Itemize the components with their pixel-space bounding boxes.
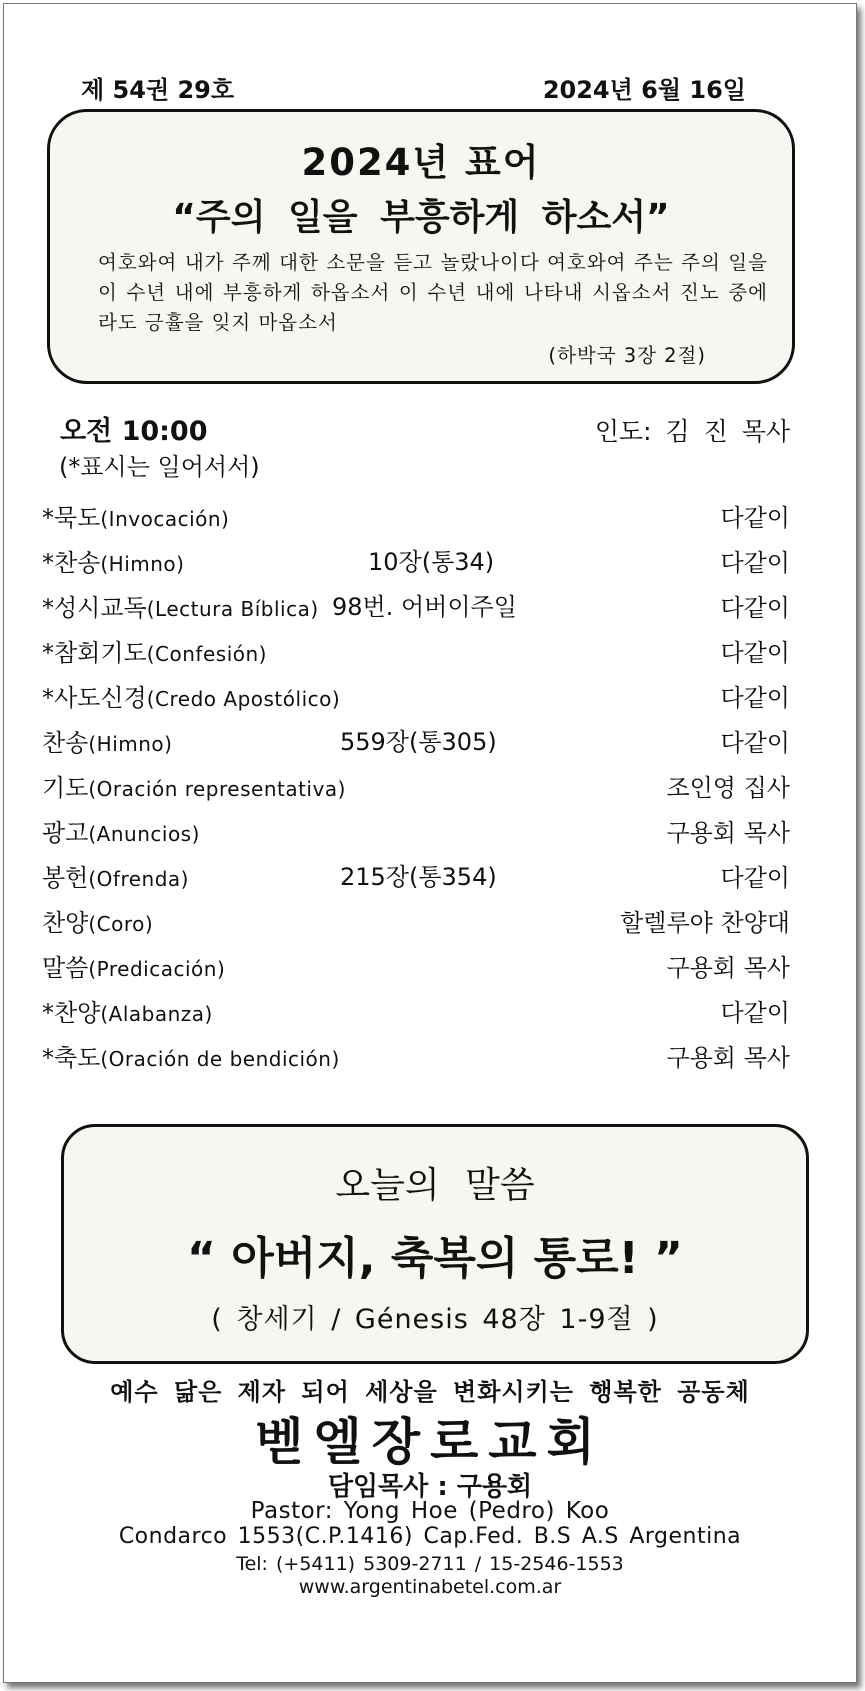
- worship-item-name: [42, 723, 172, 758]
- worship-item-leader: 다같이: [720, 549, 790, 577]
- worship-item-leader: 다같이: [720, 729, 790, 757]
- worship-item: [42, 858, 790, 898]
- worship-item-name: [42, 813, 200, 848]
- worship-item-korean: 찬송: [42, 729, 89, 757]
- worship-item-spanish: (Himno): [100, 552, 185, 576]
- worship-item-name: [42, 588, 319, 623]
- worship-item-hymn: 559장(통305): [340, 728, 497, 756]
- worship-item-korean: *축도: [42, 1044, 101, 1072]
- worship-item-korean: 말씀: [42, 954, 89, 982]
- worship-item-korean: 찬양: [42, 909, 89, 937]
- worship-item-spanish: (Credo Apostólico): [146, 687, 341, 711]
- church-phone: Tel: (+5411) 5309-2711 / 15-2546-1553: [236, 1553, 624, 1575]
- worship-item-leader: 다같이: [720, 639, 790, 667]
- worship-item: [42, 543, 790, 583]
- sermon-reference: ( 창세기 / Génesis 48장 1-9절 ): [211, 1304, 659, 1335]
- sermon-heading: 오늘의 말씀: [335, 1165, 535, 1206]
- worship-item-korean: *성시교독: [42, 594, 147, 622]
- worship-item-spanish: (Himno): [88, 732, 173, 756]
- worship-item-leader: 할렐루야 찬양대: [620, 909, 790, 937]
- worship-item-leader: 다같이: [720, 864, 790, 892]
- worship-item-leader: 구용회 목사: [666, 954, 790, 982]
- worship-item-korean: *사도신경: [42, 684, 147, 712]
- sermon-title: “ 아버지, 축복의 통로! ”: [187, 1233, 683, 1284]
- worship-item-spanish: (Confesión): [146, 642, 267, 666]
- service-leader: 인도: 김 진 목사: [594, 417, 790, 446]
- worship-item-leader: 다같이: [720, 504, 790, 532]
- church-website[interactable]: www.argentinabetel.com.ar: [298, 1576, 562, 1598]
- motto-slogan: “주의 일을 부흥하게 하소서”: [172, 197, 670, 238]
- worship-item-name: [42, 948, 225, 983]
- worship-item: [42, 768, 790, 808]
- bulletin-date: 2024년 6월 16일: [542, 76, 746, 104]
- worship-item-hymn: 98번. 어버이주일: [332, 593, 517, 621]
- worship-item-name: [42, 768, 346, 803]
- worship-item: [42, 993, 790, 1033]
- worship-item-name: [42, 543, 184, 578]
- senior-pastor: 담임목사 : 구용회: [327, 1472, 533, 1502]
- worship-item: [42, 588, 790, 628]
- worship-item-korean: *찬송: [42, 549, 101, 577]
- worship-item-spanish: (Predicación): [88, 957, 226, 981]
- worship-item-leader: 구용회 목사: [666, 819, 790, 847]
- worship-item-spanish: (Lectura Bíblica): [146, 597, 319, 621]
- volume-number: 제 54권 29호: [81, 76, 235, 104]
- worship-item-name: [42, 1038, 340, 1073]
- worship-item-leader: 다같이: [720, 684, 790, 712]
- worship-item-korean: 기도: [42, 774, 89, 802]
- worship-item-spanish: (Anuncios): [88, 822, 200, 846]
- worship-item-korean: *참회기도: [42, 639, 147, 667]
- worship-item-leader: 조인영 집사: [666, 774, 790, 802]
- worship-item-name: [42, 498, 229, 533]
- bulletin-page: [3, 3, 857, 1683]
- worship-item-name: [42, 633, 267, 668]
- worship-item-spanish: (Oración representativa): [88, 777, 346, 801]
- motto-box: [47, 109, 795, 384]
- worship-item-spanish: (Oración de bendición): [100, 1047, 340, 1071]
- motto-verse: 여호와여 내가 주께 대한 소문을 듣고 놀랐나이다 여호와여 주는 주의 일을 이 수년 내에 부흥하게 하옵소서 이 수년 내에 나타내 시옵소서 진노 중에라도 긍휼을 잊지 마옵소서: [98, 251, 768, 334]
- worship-item-spanish: (Alabanza): [100, 1002, 213, 1026]
- worship-item-leader: 다같이: [720, 999, 790, 1027]
- church-address: Condarco 1553(C.P.1416) Cap.Fed. B.S A.S Argentina: [118, 1524, 742, 1549]
- motto-reference: (하박국 3장 2절): [548, 344, 706, 367]
- worship-item: [42, 633, 790, 673]
- worship-item-hymn: 10장(통34): [368, 548, 495, 576]
- worship-item-korean: 광고: [42, 819, 89, 847]
- worship-item-leader: 다같이: [720, 594, 790, 622]
- worship-item-name: [42, 858, 189, 893]
- worship-item-korean: *묵도: [42, 504, 101, 532]
- worship-item-korean: *찬양: [42, 999, 101, 1027]
- worship-item: [42, 1038, 790, 1078]
- worship-item-hymn: 215장(통354): [340, 863, 497, 891]
- worship-item: [42, 678, 790, 718]
- sermon-box: [61, 1124, 809, 1364]
- worship-item: [42, 723, 790, 763]
- worship-item-leader: 구용회 목사: [666, 1044, 790, 1072]
- church-name: 벧엘장로교회: [255, 1413, 605, 1471]
- worship-item-spanish: (Invocación): [100, 507, 230, 531]
- motto-title: 2024년 표어: [301, 141, 541, 184]
- church-slogan: 예수 닮은 제자 되어 세상을 변화시키는 행복한 공동체: [110, 1378, 750, 1406]
- worship-item-name: [42, 993, 213, 1028]
- worship-item-name: [42, 678, 340, 713]
- worship-item-spanish: (Ofrenda): [88, 867, 189, 891]
- service-time: 오전 10:00: [60, 416, 208, 447]
- worship-item-spanish: (Coro): [88, 912, 154, 936]
- worship-item: [42, 498, 790, 538]
- worship-item: [42, 903, 790, 943]
- pastor-english: Pastor: Yong Hoe (Pedro) Koo: [250, 1498, 610, 1524]
- worship-item-korean: 봉헌: [42, 864, 89, 892]
- worship-item-name: [42, 903, 153, 938]
- standing-note: (*표시는 일어서서): [59, 453, 260, 481]
- worship-item: [42, 948, 790, 988]
- worship-item: [42, 813, 790, 853]
